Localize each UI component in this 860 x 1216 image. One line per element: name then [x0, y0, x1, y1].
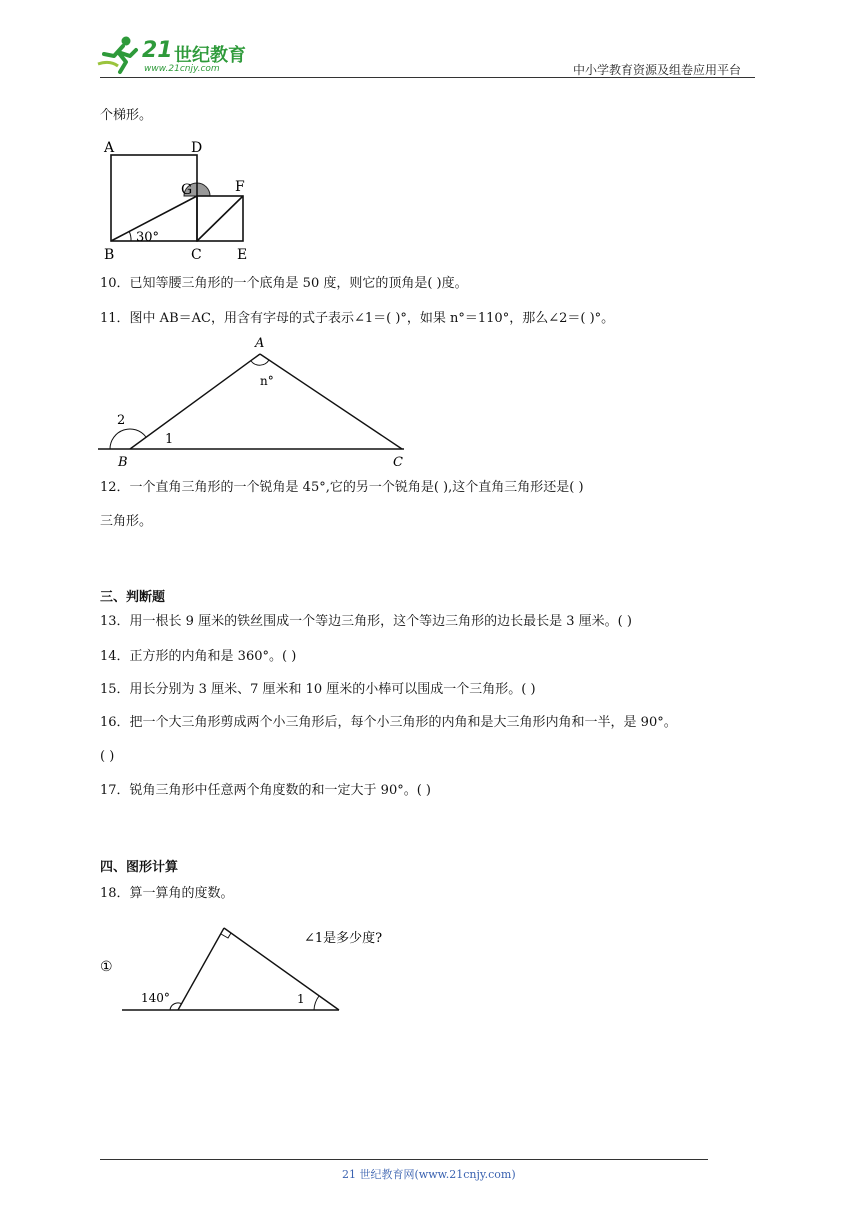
label-a: A	[104, 140, 115, 156]
calc-question: ∠1是多少度?	[304, 931, 383, 946]
right-angle-mark	[221, 933, 231, 938]
side-ac	[260, 354, 402, 449]
figure-isosceles-triangle	[98, 333, 418, 469]
label-angle-30: 30°	[136, 230, 160, 245]
question-17: 17．锐角三角形中任意两个角度数的和一定大于 90°。( )	[100, 783, 431, 798]
question-16-line1: 16．把一个大三角形剪成两个小三角形后，每个小三角形的内角和是大三角形内角和一半，是 90°。	[100, 715, 677, 730]
header-platform-text: 中小学教育资源及组卷应用平台	[573, 63, 742, 77]
figure-right-triangle	[98, 920, 408, 1020]
label-g: G	[181, 182, 193, 198]
question-13: 13．用一根长 9 厘米的铁丝围成一个等边三角形，这个等边三角形的边长最长是 3 厘米。( )	[100, 614, 632, 629]
label-1: 1	[165, 432, 174, 447]
continuation-text: 个梯形。	[100, 108, 153, 123]
side-left	[178, 928, 224, 1010]
label-a: A	[255, 336, 265, 351]
header-rule	[100, 77, 755, 78]
question-16-line2: ( )	[100, 749, 115, 764]
side-ab	[130, 354, 260, 449]
label-b: B	[104, 247, 115, 263]
question-14: 14．正方形的内角和是 360°。( )	[100, 649, 297, 664]
logo-url: www.21cnjy.com	[144, 64, 220, 74]
square-abcd	[111, 155, 197, 241]
question-15: 15．用长分别为 3 厘米、7 厘米和 10 厘米的小棒可以围成一个三角形。( )	[100, 682, 536, 697]
question-12-line1: 12．一个直角三角形的一个锐角是 45°,它的另一个锐角是( ),这个直角三角形还是( )	[100, 480, 584, 495]
question-11: 11．图中 AB＝AC，用含有字母的式子表示∠1＝( )°，如果 n°＝110°，那么∠2＝( )°。	[100, 311, 615, 326]
angle-2-arc	[110, 429, 146, 449]
figure-square-rectangle	[100, 135, 260, 265]
label-e: E	[237, 247, 248, 263]
label-n: n°	[260, 374, 274, 388]
section-4-title: 四、图形计算	[100, 860, 179, 875]
footer-link[interactable]: 21 世纪教育网(www.21cnjy.com)	[342, 1168, 516, 1181]
logo-number: 21	[142, 38, 173, 63]
label-1: 1	[297, 992, 305, 1006]
footer-rule	[100, 1159, 708, 1160]
question-18: 18．算一算角的度数。	[100, 886, 234, 901]
label-2: 2	[117, 413, 126, 428]
label-f: F	[235, 179, 245, 195]
logo	[96, 34, 266, 76]
section-3-title: 三、判断题	[100, 590, 166, 605]
logo-text: 世纪教育	[174, 45, 246, 66]
label-c: C	[393, 455, 403, 469]
angle-b-arc	[129, 231, 131, 241]
question-12-line2: 三角形。	[100, 514, 153, 529]
marker-circled-1: ①	[100, 959, 113, 975]
label-d: D	[191, 140, 203, 156]
angle-1-arc	[314, 996, 319, 1010]
angle-a-arc	[251, 360, 269, 365]
segment-cf	[197, 196, 243, 241]
label-c: C	[191, 247, 202, 263]
question-10: 10．已知等腰三角形的一个底角是 50 度，则它的顶角是( )度。	[100, 276, 468, 291]
label-b: B	[118, 455, 128, 469]
runner-icon	[96, 34, 140, 76]
label-140: 140°	[141, 991, 170, 1005]
